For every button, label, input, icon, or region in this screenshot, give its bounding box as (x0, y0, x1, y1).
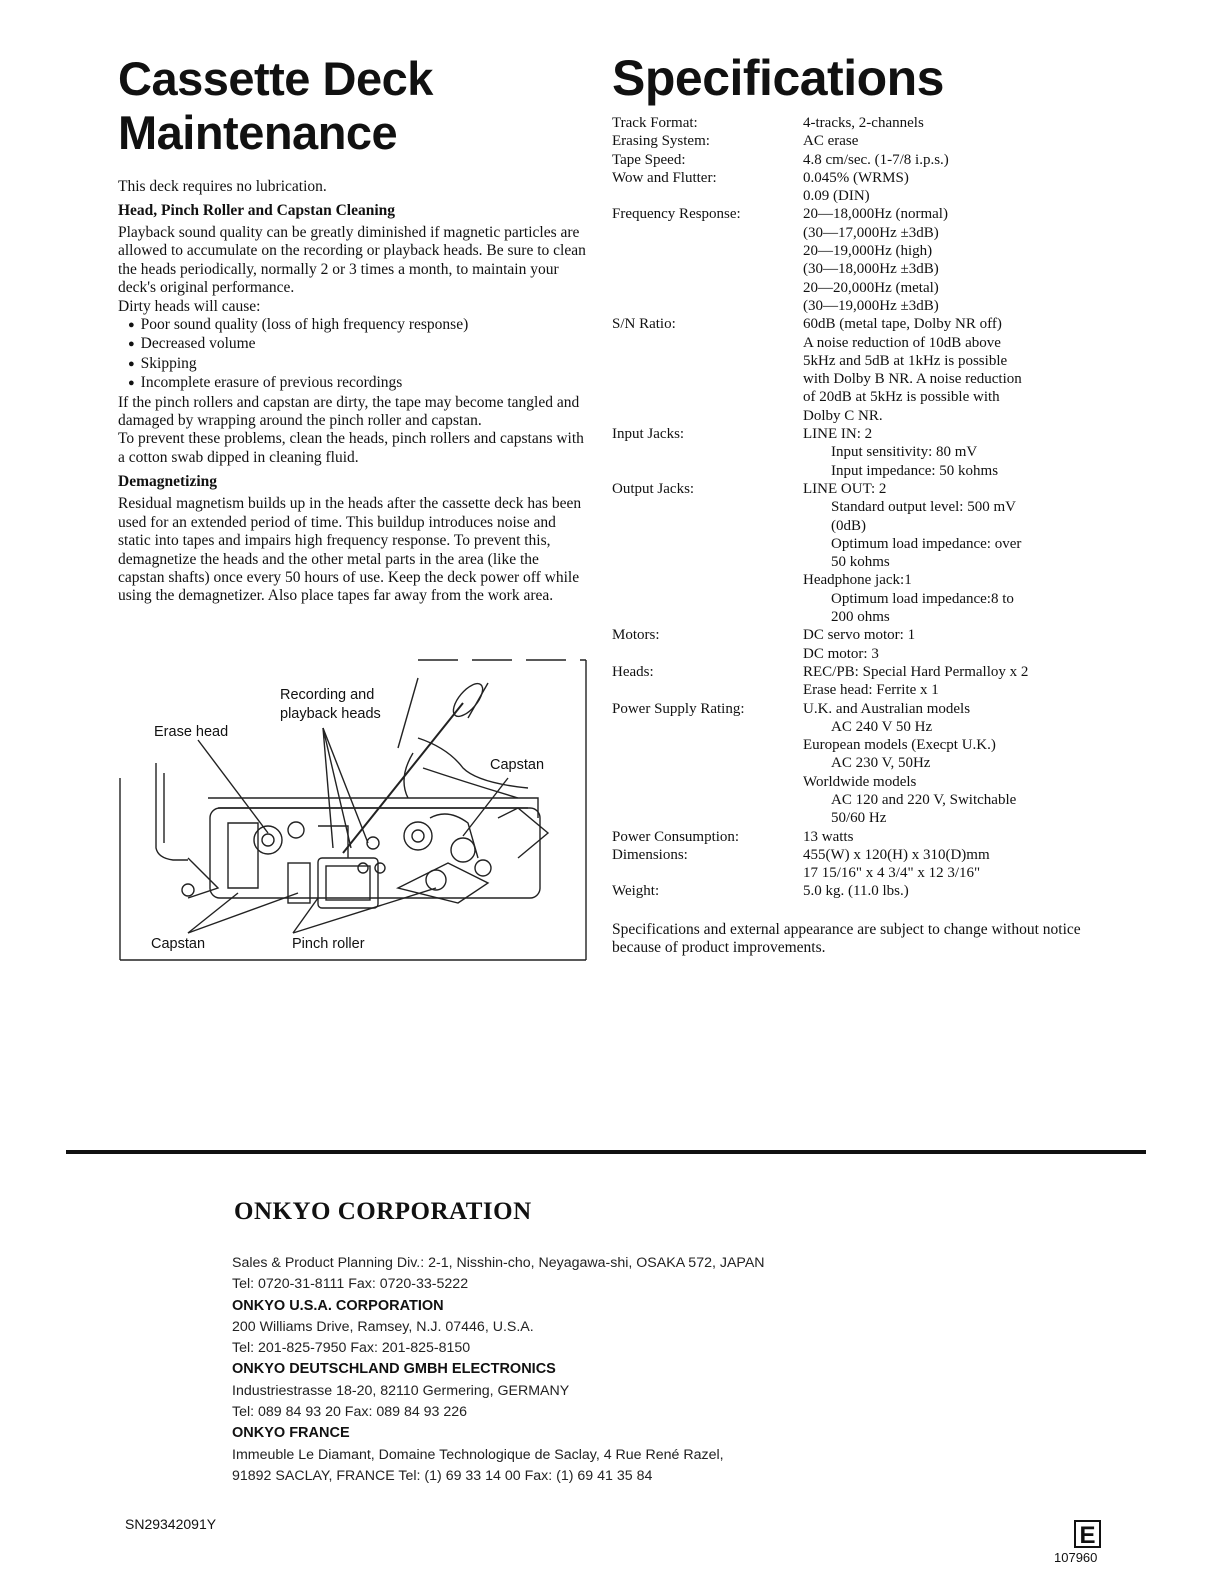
france-tel: 91892 SACLAY, FRANCE Tel: (1) 69 33 14 00 Fax: (1) 69 41 35 84 (232, 1467, 653, 1484)
list-item: ● Skipping (128, 354, 197, 372)
cleaning-heading: Head, Pinch Roller and Capstan Cleaning (118, 202, 396, 219)
bullet-icon: ● (128, 357, 135, 370)
capstan-label-bottom: Capstan (151, 936, 206, 952)
list-item: ● Incomplete erasure of previous recordings (128, 374, 403, 392)
maintenance-section (118, 52, 588, 606)
contact-addresses (232, 1253, 872, 1487)
print-code: 107960 (1054, 1550, 1098, 1565)
table-row: Track Format: 4-tracks, 2-channels (612, 115, 924, 131)
demagnetizing-paragraph: Residual magnetism builds up in the heads after the cassette deck has been used for an extended period of time. This buildup introduces noise and static into tapes and impairs high frequency response. To prevent this, demagnetize the heads and the other metal parts in the area (like the capstan shafts) once every 50 hours of use. Keep the deck power off while using the demagnetizer. Also place tapes far away from the work area. (118, 495, 582, 605)
specifications-note: Specifications and external appearance are subject to change without notice because of product improvements. (612, 920, 1081, 957)
specifications-title: Specifications (612, 50, 944, 106)
usa-tel: Tel: 201-825-7950 Fax: 201-825-8150 (232, 1340, 471, 1357)
table-row: Frequency Response: 20—18,000Hz (normal) (30—17,000Hz ±3dB) 20—19,000Hz (high) (30—18,000Hz ±3dB) 20—20,000Hz (metal) (30—19,000Hz ±3dB) (612, 206, 948, 314)
document-code: SN29342091Y (125, 1516, 217, 1532)
usa-address: 200 Williams Drive, Ramsey, N.J. 07446, U.S.A. (232, 1318, 534, 1335)
dirty-heads-list (118, 316, 588, 394)
pinch-roller-label: Pinch roller (292, 936, 365, 952)
maintenance-title-line2: Maintenance (118, 106, 398, 159)
france-company-name: ONKYO FRANCE (232, 1425, 350, 1442)
table-row: Wow and Flutter: 0.045% (WRMS) 0.09 (DIN) (612, 169, 909, 205)
footer-divider (66, 1150, 1146, 1154)
table-row: Weight: 5.0 kg. (11.0 lbs.) (612, 883, 909, 900)
france-address: Immeuble Le Diamant, Domaine Technologique de Saclay, 4 Rue René Razel, (232, 1446, 724, 1463)
bullet-icon: ● (128, 338, 135, 351)
recording-heads-label: Recording and playback heads (280, 687, 381, 722)
table-row: Heads: REC/PB: Special Hard Permalloy x 2 Erase head: Ferrite x 1 (612, 663, 1029, 699)
cassette-mechanism-figure (118, 658, 588, 962)
maintenance-title-line1: Cassette Deck (118, 52, 433, 105)
bullet-icon: ● (128, 377, 135, 390)
usa-company-name: ONKYO U.S.A. CORPORATION (232, 1297, 444, 1314)
capstan-label-top: Capstan (490, 757, 545, 773)
table-row: Power Consumption: 13 watts (612, 828, 854, 845)
table-row: Input Jacks: LINE IN: 2 Input sensitivity: 80 mV Input impedance: 50 kohms (612, 426, 999, 479)
germany-company-name: ONKYO DEUTSCHLAND GMBH ELECTRONICS (232, 1361, 556, 1378)
bullet-icon: ● (128, 319, 135, 332)
onkyo-corporation-logo: ONKYO CORPORATION (234, 1198, 532, 1225)
japan-tel: Tel: 0720-31-8111 Fax: 0720-33-5222 (232, 1276, 469, 1293)
table-row: Erasing System: AC erase (612, 133, 859, 150)
language-mark: E (1074, 1520, 1101, 1548)
demagnetizing-heading: Demagnetizing (118, 473, 218, 491)
germany-tel: Tel: 089 84 93 20 Fax: 089 84 93 226 (232, 1404, 468, 1421)
maintenance-title (118, 52, 588, 160)
cleaning-paragraph: Playback sound quality can be greatly diminished if magnetic particles are allowed to accumulate on the recording or playback heads. Be sure to clean the heads periodically, normally 2 or 3 times a month, to maintain your deck's original performance. (118, 224, 586, 297)
specifications-table (612, 114, 1028, 901)
table-row: Tape Speed: 4.8 cm/sec. (1-7/8 i.p.s.) (612, 151, 949, 168)
table-row: Power Supply Rating: U.K. and Australian models AC 240 V 50 Hz European models (Execpt U.K.) AC 230 V, 50Hz Worldwide models AC 120 and 220 V, Switchable 50/60 Hz (612, 700, 1017, 827)
table-row: Dimensions: 455(W) x 120(H) x 310(D)mm 17 15/16" x 4 3/4" x 12 3/16" (612, 846, 990, 882)
intro-text: This deck requires no lubrication. (118, 178, 327, 195)
list-item: ● Decreased volume (128, 335, 256, 353)
table-row: Motors: DC servo motor: 1 DC motor: 3 (612, 627, 916, 662)
dirty-heads-text: Dirty heads will cause: (118, 297, 261, 315)
prevent-paragraph: To prevent these problems, clean the heads, pinch rollers and capstans with a cotton swab dipped in cleaning fluid. (118, 430, 584, 466)
germany-address: Industriestrasse 18-20, 82110 Germering, GERMANY (232, 1382, 570, 1399)
pinch-roller-paragraph: If the pinch rollers and capstan are dirty, the tape may become tangled and damaged by wrapping around the pinch roller and capstan. (118, 393, 580, 430)
japan-address: Sales & Product Planning Div.: 2-1, Nisshin-cho, Neyagawa-shi, OSAKA 572, JAPAN (232, 1255, 765, 1271)
specifications-section (612, 50, 1092, 958)
table-row: S/N Ratio: 60dB (metal tape, Dolby NR off) A noise reduction of 10dB above 5kHz and 5dB at 1kHz is possible with Dolby B NR. A noise reduction of 20dB at 5kHz is possible with Dolby C NR. (612, 316, 1022, 424)
table-row: Output Jacks: LINE OUT: 2 Standard output level: 500 mV (0dB) Optimum load impedance: over 50 kohms Headphone jack:1 Optimum load impedance:8 to 200 ohms (612, 480, 1022, 626)
list-item: ● Poor sound quality (loss of high frequency response) (128, 316, 469, 334)
erase-head-label: Erase head (154, 724, 229, 740)
